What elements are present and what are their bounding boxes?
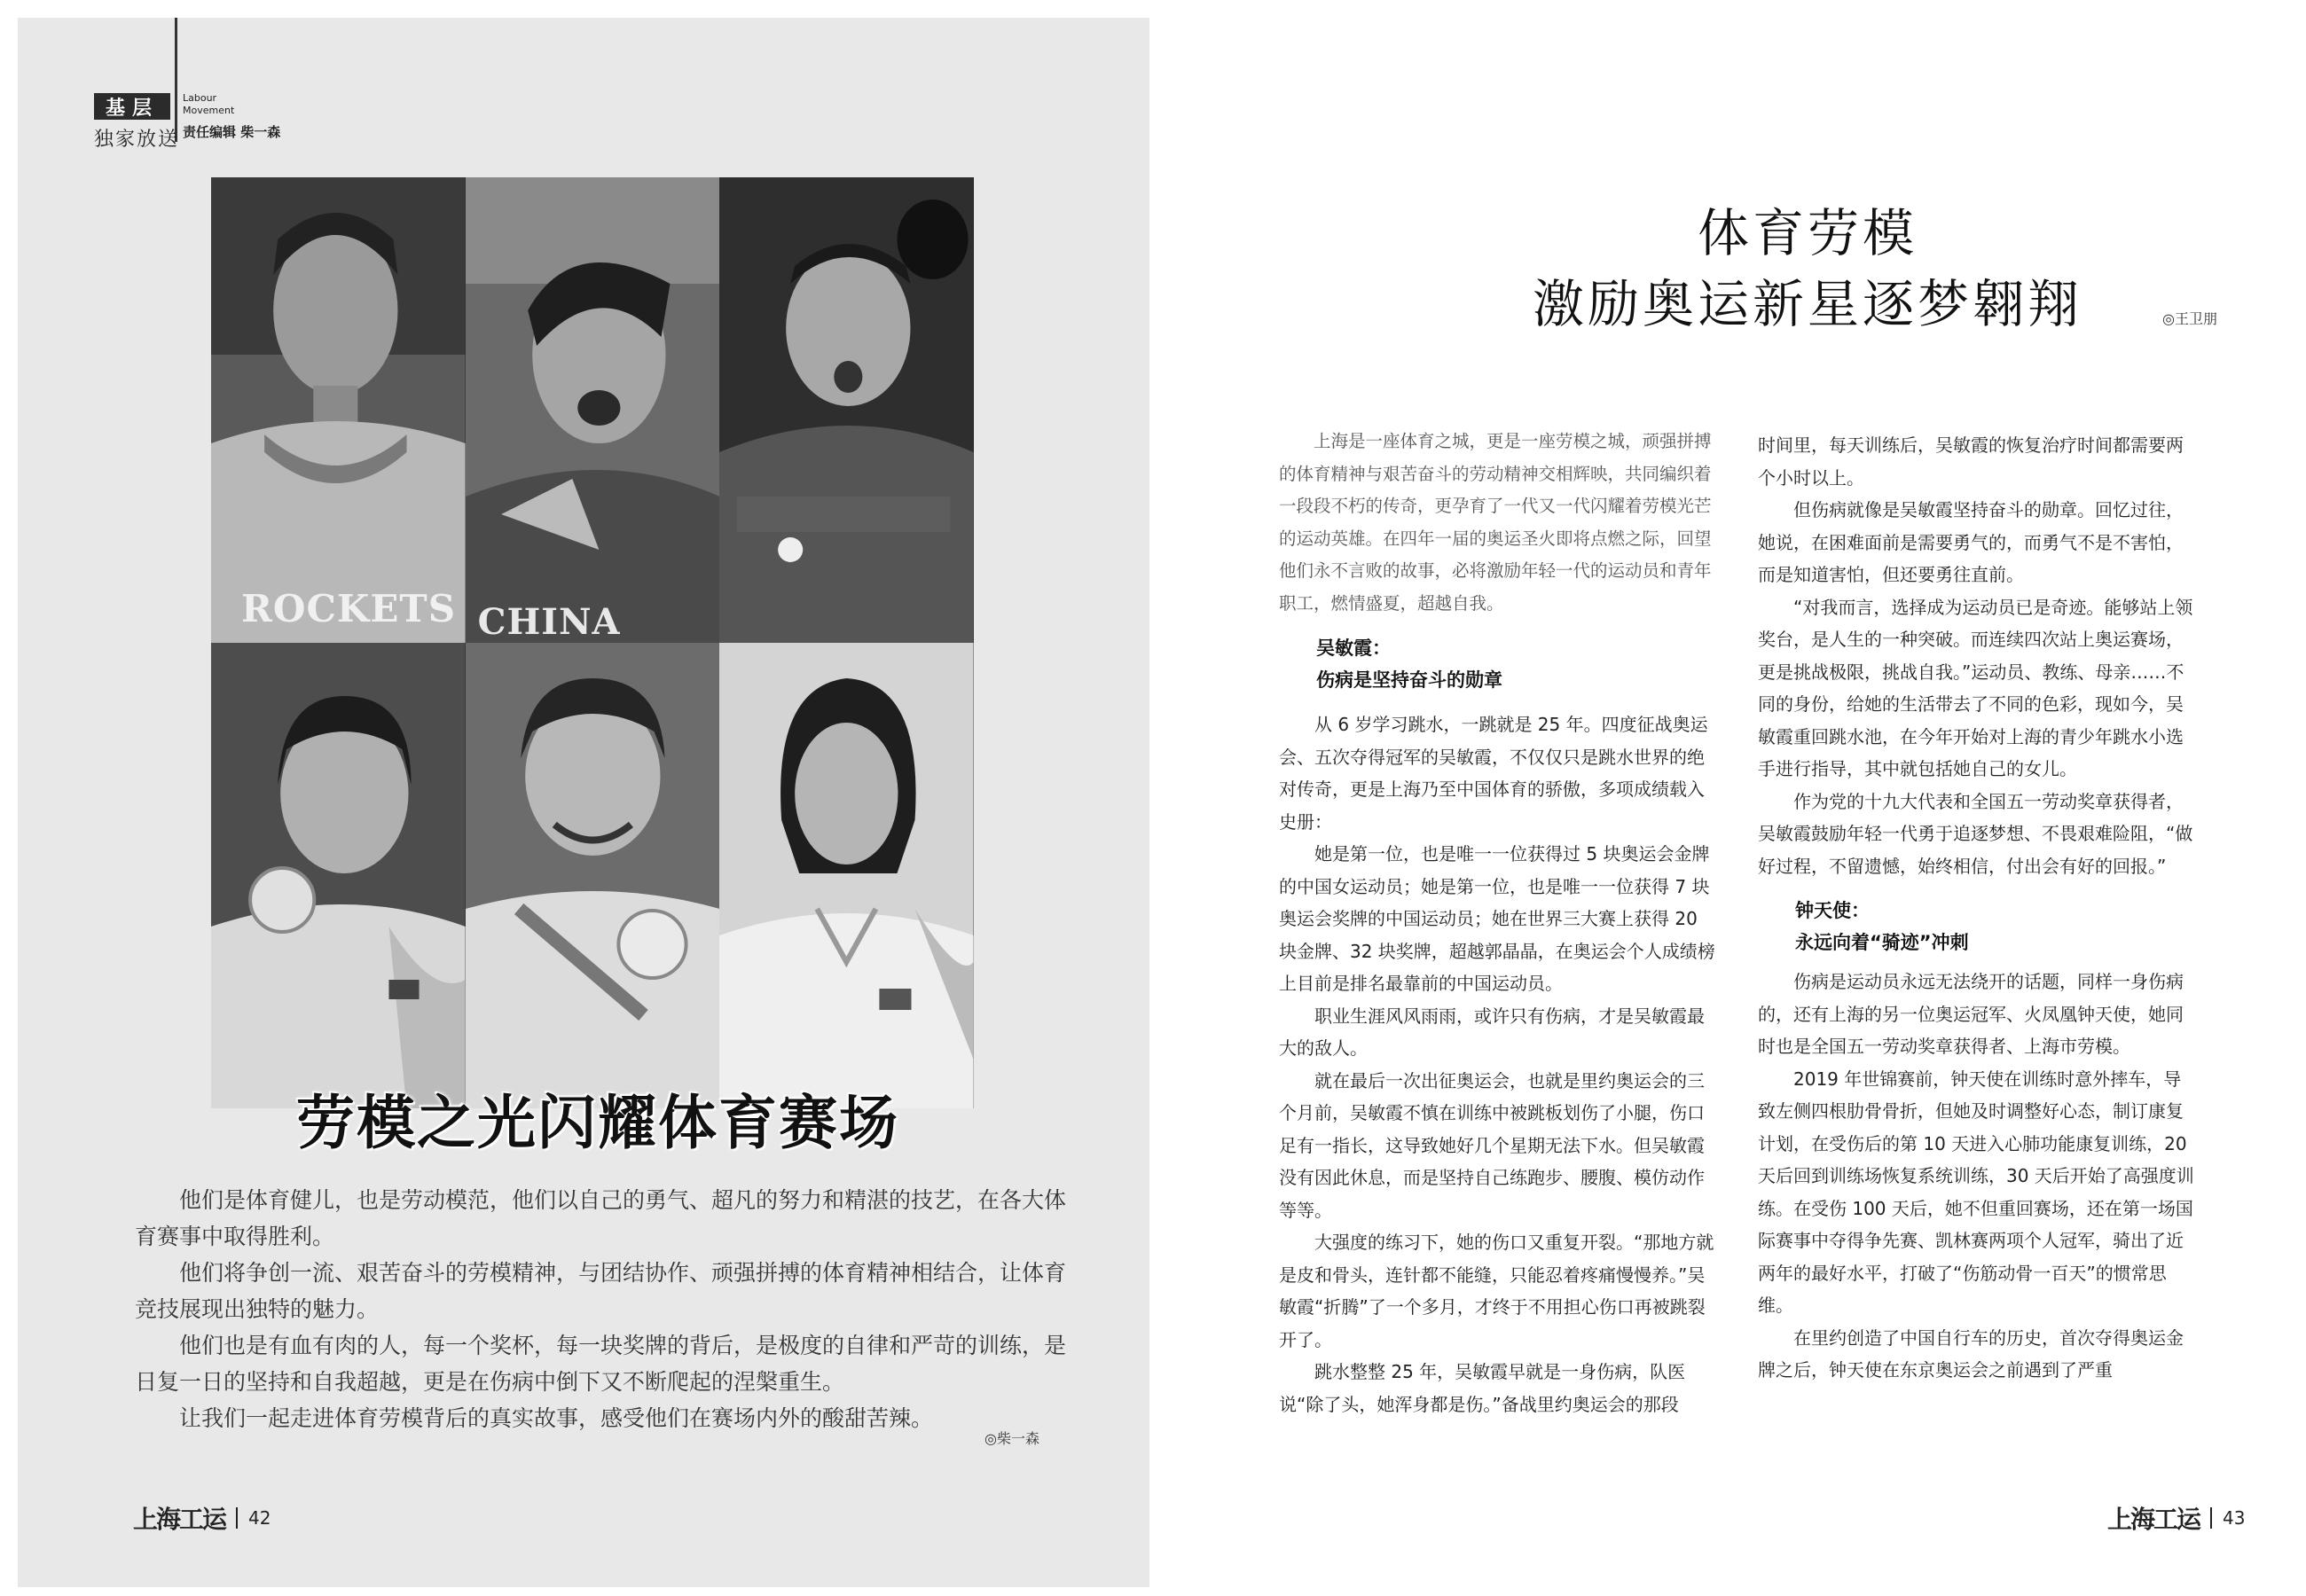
magazine-logo: 上海工运 [133,1505,226,1534]
body-paragraph: 但伤病就像是吴敏霞坚持奋斗的勋章。回忆过往，她说，在困难面前是需要勇气的，而勇气不是不害怕，而是知道害怕，但还要勇往直前。 [1758,499,2184,585]
section-heading-wu-line1: 吴敏霞： [1316,638,1391,659]
page-number: 43 [2223,1507,2246,1529]
body-paragraph: 跳水整整 25 年，吴敏霞早就是一身伤病，队医说“除了头，她浑身都是伤。”备战里约奥运会的那段 [1279,1361,1686,1415]
section-heading-zhong-line1: 钟天使： [1795,900,1870,921]
footer-divider [2210,1507,2212,1529]
article-lead: 上海是一座体育之城，更是一座劳模之城，顽强拼搏的体育精神与艰苦奋斗的劳动精神交相辉映，共同编织着一段段不朽的传奇，更孕育了一代又一代闪耀着劳模光芒的运动英雄。在四年一届的奥运圣火即将点燃之际，回望他们永不言败的故事，必将激励年轻一代的运动员和青年职工，燃情盛夏，超越自我。 [1279,431,1712,614]
section-heading-wu-line2: 伤病是坚持奋斗的勋章 [1316,669,1502,691]
feature-title: 劳模之光闪耀体育赛场 [296,1088,899,1157]
page-number: 42 [248,1507,271,1529]
photo-table-tennis-player [719,177,974,643]
body-paragraph: 伤病是运动员永远无法绕开的话题，同样一身伤病的，还有上海的另一位奥运冠军、火凤凰钟天使，她同时也是全国五一劳动奖章获得者、上海市劳模。 [1758,971,2184,1057]
body-paragraph: 就在最后一次出征奥运会，也就是里约奥运会的三个月前，吴敏霞不慎在训练中被跳板划伤了小腿，伤口足有一指长，这导致她好几个星期无法下水。但吴敏霞没有因此休息，而是坚持自己练跑步、腰腹、模仿动作等等。 [1279,1069,1705,1221]
intro-author-credit: ◎柴一森 [984,1430,1039,1447]
article-title-line1: 体育劳模 [1697,203,1918,263]
intro-text [135,1182,1080,1436]
column-english: Labour Movement [183,92,235,116]
article-title-line2: 激励奥运新星逐梦翱翔 [1532,274,2082,334]
body-paragraph: “对我而言，选择成为运动员已是奇迹。能够站上领奖台，是人生的一种突破。而连续四次站上奥运赛场，更是挑战极限，挑战自我。”运动员、教练、母亲……不同的身份，给她的生活带去了不同的色彩，现如今，吴敏霞重回跳水池，在今年开始对上海的青少年跳水小选手进行指导，其中就包括她自己的女儿。 [1758,596,2193,779]
photo-woman-athlete [719,643,974,1108]
photo-basketball-player [211,177,466,643]
intro-paragraph: 他们也是有血有肉的人，每一个奖杯，每一块奖牌的背后，是极度的自律和严苛的训练，是日复一日的坚持和自我超越，更是在伤病中倒下又不断爬起的涅槃重生。 [135,1333,1067,1395]
photo-runner [466,177,720,643]
page-footer-left [133,1500,271,1536]
intro-paragraph: 他们将争创一流、艰苦奋斗的劳模精神，与团结协作、顽强拼搏的体育精神相结合，让体育竞技展现出独特的魅力。 [135,1260,1067,1322]
body-paragraph: 大强度的练习下，她的伤口又重复开裂。“那地方就是皮和骨头，连针都不能缝，只能忍着疼痛慢慢养。”吴敏霞“折腾”了一个多月，才终于不用担心伤口再被跳裂开了。 [1279,1232,1714,1350]
body-paragraph: 2019 年世锦赛前，钟天使在训练时意外摔车，导致左侧四根肋骨骨折，但她及时调整好心态，制订康复计划，在受伤后的第 10 天进入心肺功能康复训练，20 天后回到训练场恢复系统训练，30 天后开始了高强度训练。在受伤 100 天后，她不但重回赛场，还在第一场国际赛事中夺得争先赛、凯林赛两项个人冠军，骑出了近两年的最好水平，打破了“伤筋动骨一百天”的惯常思维。 [1758,1068,2194,1316]
section-heading-zhong-line2: 永远向着“骑迹”冲刺 [1795,932,1969,953]
right-page [1169,18,2288,1587]
photo-cyclist-with-medal [466,643,720,1108]
header-divider [175,18,177,142]
left-page [18,18,1149,1587]
athlete-photo-grid [211,177,974,1108]
jersey-text-rockets: ROCKETS [241,587,457,630]
jersey-text-china: CHINA [477,601,621,643]
footer-divider [236,1507,238,1529]
body-paragraph: 在里约创造了中国自行车的历史，首次夺得奥运金牌之后，钟天使在东京奥运会之前遇到了严重 [1758,1326,2184,1381]
intro-paragraph: 他们是体育健儿，也是劳动模范，他们以自己的勇气、超凡的努力和精湛的技艺，在各大体育赛事中取得胜利。 [135,1187,1067,1249]
editor-credit: 责任编辑 柴一森 [183,124,281,140]
photo-diver-with-medal [211,643,466,1108]
article-author: ◎王卫朋 [2162,310,2217,327]
body-paragraph: 从 6 岁学习跳水，一跳就是 25 年。四度征战奥运会、五次夺得冠军的吴敏霞，不仅仅只是跳水世界的绝对传奇，更是上海乃至中国体育的骄傲，多项成绩载入史册： [1279,714,1708,833]
body-paragraph: 时间里，每天训练后，吴敏霞的恢复治疗时间都需要两个小时以上。 [1758,434,2184,489]
body-paragraph: 她是第一位，也是唯一一位获得过 5 块奥运会金牌的中国女运动员；她是第一位，也是唯一一位获得 7 块奥运会奖牌的中国运动员；她在世界三大赛上获得 20 块金牌、32 块奖牌，超越郭晶晶，在奥运会个人成绩榜上目前是排名最靠前的中国运动员。 [1279,843,1715,994]
column-name: 独家放送 [94,129,180,151]
body-paragraph: 作为党的十九大代表和全国五一劳动奖章获得者，吴敏霞鼓励年轻一代勇于追逐梦想、不畏艰难险阻，“做好过程，不留遗憾，始终相信，付出会有好的回报。” [1758,790,2193,877]
body-paragraph: 职业生涯风风雨雨，或许只有伤病，才是吴敏霞最大的敌人。 [1279,1005,1705,1059]
intro-paragraph: 让我们一起走进体育劳模背后的真实故事，感受他们在赛场内外的酸甜苦辣。 [179,1405,934,1431]
magazine-logo: 上海工运 [2107,1505,2200,1534]
article-title [1453,198,2162,340]
section-badge: 基层 [94,93,170,120]
article-column-1 [1279,426,1715,1420]
article-column-2 [1758,429,2194,1387]
page-footer-right [2107,1500,2245,1536]
